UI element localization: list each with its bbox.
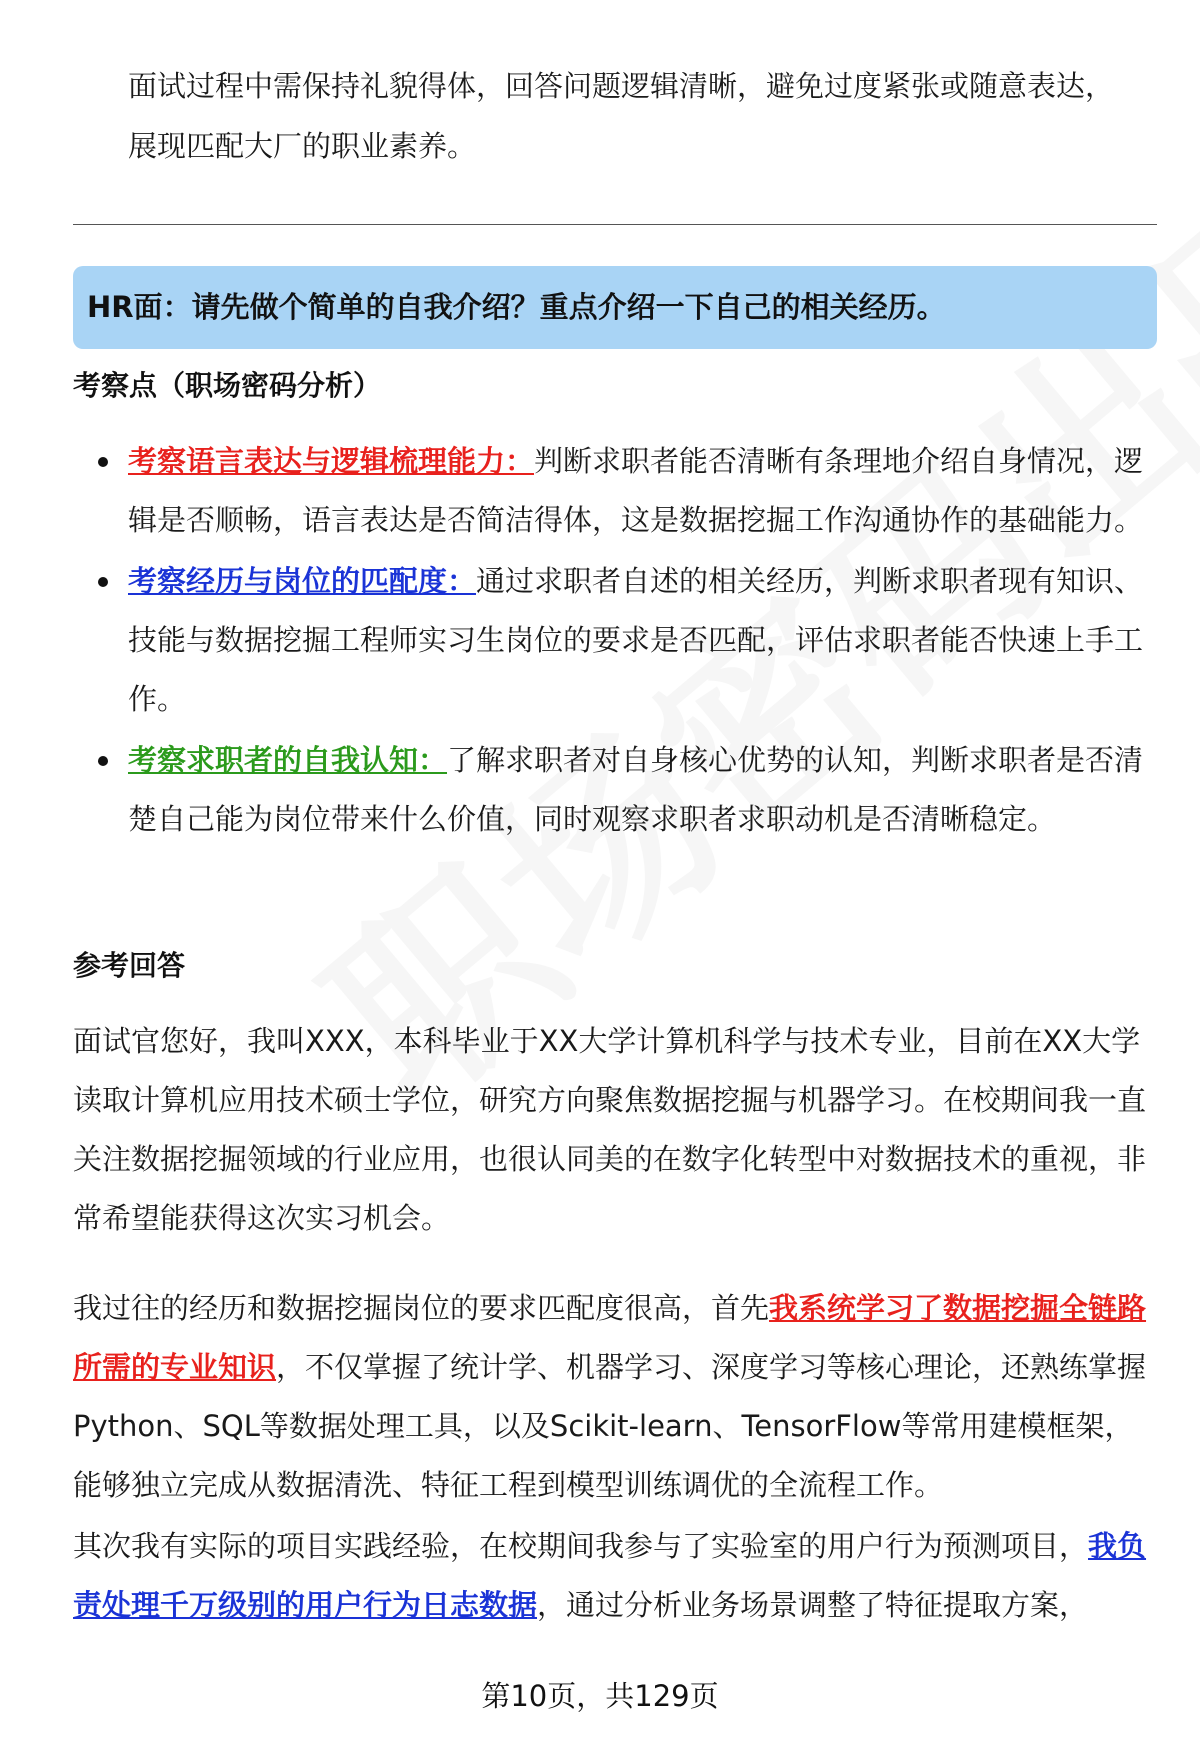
question-banner bbox=[73, 266, 1157, 349]
answer-paragraph-3 bbox=[73, 1517, 1153, 1635]
point-label: 考察语言表达与逻辑梳理能力： bbox=[128, 444, 535, 478]
answer-paragraph-2 bbox=[73, 1279, 1153, 1515]
answer-text: 其次我有实际的项目实践经验，在校期间我参与了实验室的用户行为预测项目， bbox=[73, 1529, 1089, 1563]
points-heading: 考察点（职场密码分析） bbox=[73, 369, 382, 402]
list-item bbox=[128, 731, 1148, 849]
point-label: 考察经历与岗位的匹配度： bbox=[128, 564, 477, 598]
point-text: 通过求职者自述的相关经历，判断求职者现有知识、技能与数据挖掘工程师实习生岗位的要求是否匹配，评估求职者能否快速上手工作。 bbox=[128, 564, 1144, 716]
horizontal-divider bbox=[73, 224, 1157, 225]
point-text: 判断求职者能否清晰有条理地介绍自身情况，逻辑是否顺畅，语言表达是否简洁得体，这是数据挖掘工作沟通协作的基础能力。 bbox=[128, 444, 1144, 537]
intro-paragraph: 面试过程中需保持礼貌得体，回答问题逻辑清晰，避免过度紧张或随意表达，展现匹配大厂的职业素养。 bbox=[128, 69, 1115, 163]
page-number: 第10页，共129页 bbox=[481, 1679, 719, 1713]
answer-paragraph-1: 面试官您好，我叫XXX，本科毕业于XX大学计算机科学与技术专业，目前在XX大学读取计算机应用技术硕士学位，研究方向聚焦数据挖掘与机器学习。在校期间我一直关注数据挖掘领域的行业应用，也很认同美的在数字化转型中对数据技术的重视，非常希望能获得这次实习机会。 bbox=[73, 1024, 1147, 1235]
answer-highlight: 我系统学习了数据挖掘全链路所需的专业知识 bbox=[73, 1291, 1147, 1384]
bullet-icon bbox=[98, 577, 108, 587]
answer-highlight: 我负责处理千万级别的用户行为日志数据 bbox=[73, 1529, 1147, 1622]
answer-text: ，通过分析业务场景调整了特征提取方案， bbox=[537, 1588, 1089, 1622]
list-item bbox=[128, 552, 1148, 729]
question-text: HR面：请先做个简单的自我介绍？重点介绍一下自己的相关经历。 bbox=[87, 290, 946, 324]
point-label: 考察求职者的自我认知： bbox=[128, 743, 448, 777]
answer-text: ，不仅掌握了统计学、机器学习、深度学习等核心理论，还熟练掌握Python、SQL等数据处理工具，以及Scikit-learn、TensorFlow等常用建模框架，能够独立完成从数据清洗、特征工程到模型训练调优的全流程工作。 bbox=[73, 1350, 1147, 1502]
bullet-icon bbox=[98, 457, 108, 467]
answer-text: 我过往的经历和数据挖掘岗位的要求匹配度很高，首先 bbox=[73, 1291, 770, 1325]
answer-heading: 参考回答 bbox=[73, 949, 186, 982]
list-item bbox=[128, 432, 1148, 550]
point-text: 了解求职者对自身核心优势的认知，判断求职者是否清楚自己能为岗位带来什么价值，同时观察求职者求职动机是否清晰稳定。 bbox=[128, 743, 1144, 836]
assessment-points-list bbox=[128, 432, 1148, 851]
bullet-icon bbox=[98, 756, 108, 766]
